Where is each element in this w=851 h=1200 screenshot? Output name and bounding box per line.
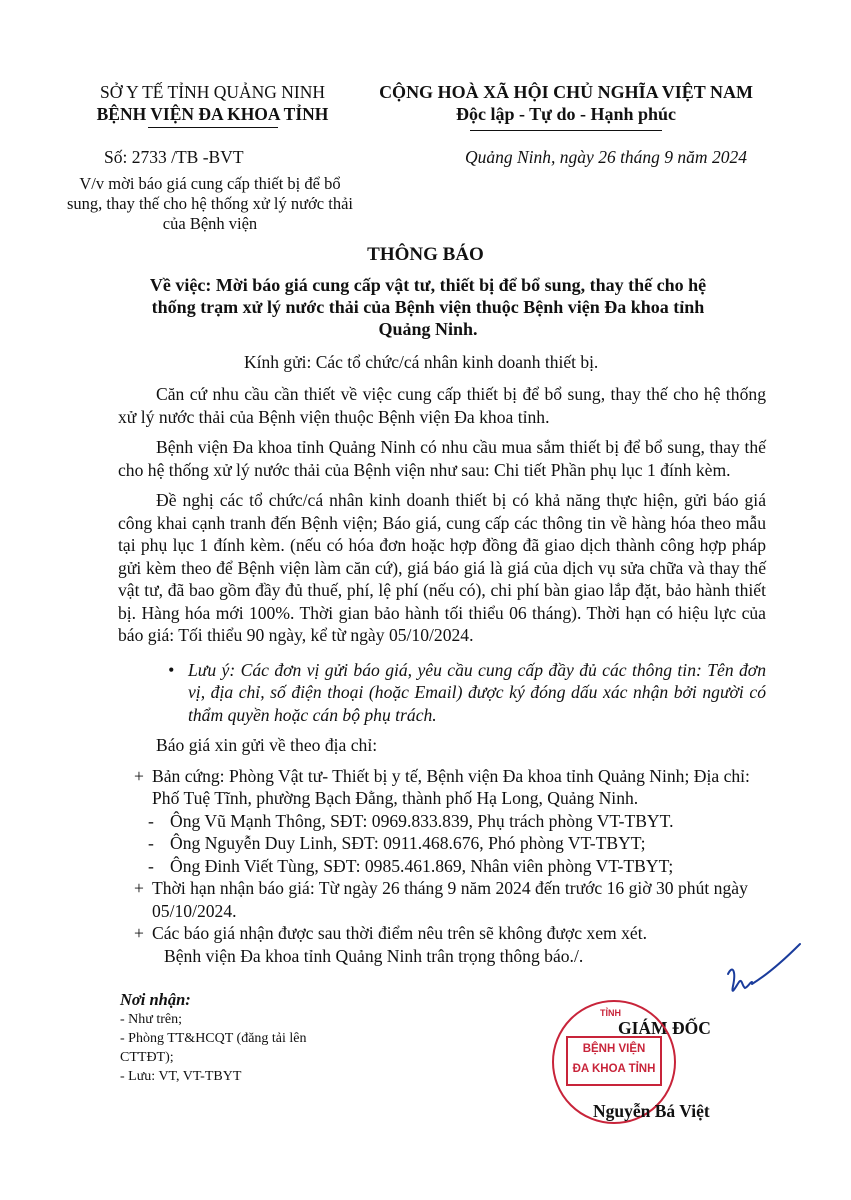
signer-title: GIÁM ĐỐC: [618, 1018, 711, 1038]
receiver-line: CTTĐT);: [120, 1050, 174, 1065]
notice-subject: [78, 274, 778, 340]
document-number: Số: 2733 /TB -BVT: [104, 147, 244, 167]
stamp-text: BỆNH VIỆN: [582, 1043, 646, 1055]
contact-item: [148, 810, 766, 833]
receivers-block: [120, 990, 360, 1086]
receiver-line: - Như trên;: [120, 1012, 183, 1027]
address-intro: Báo giá xin gửi về theo địa chỉ:: [156, 735, 378, 755]
contact-item: [148, 832, 766, 855]
stamp-center: [566, 1036, 662, 1086]
recipient: Kính gửi: Các tổ chức/cá nhân kinh doanh thiết bị.: [244, 352, 599, 372]
contact-text: Ông Vũ Mạnh Thông, SĐT: 0969.833.839, Phụ trách phòng VT-TBYT.: [170, 810, 674, 831]
body-paragraph: Căn cứ nhu cầu cần thiết về việc cung cấp thiết bị để bổ sung, thay thế cho hệ thống xử lý nước thải của Bệnh viện thuộc Bệnh viện Đa khoa tỉnh.: [118, 384, 766, 427]
dash-icon: -: [148, 855, 154, 876]
stamp-text: ĐA KHOA TỈNH: [572, 1063, 656, 1075]
contact-item: [148, 855, 766, 878]
subject-line: Về việc: Mời báo giá cung cấp vật tư, thiết bị để bổ sung, thay thế cho hệ: [149, 275, 707, 295]
contact-text: Ông Nguyễn Duy Linh, SĐT: 0911.468.676, Phó phòng VT-TBYT;: [170, 833, 646, 853]
place-date: Quảng Ninh, ngày 26 tháng 9 năm 2024: [465, 147, 747, 167]
contact-text: Ông Đinh Viết Tùng, SĐT: 0985.461.869, Nhân viên phòng VT-TBYT;: [170, 855, 674, 876]
body-paragraph: Bệnh viện Đa khoa tỉnh Quảng Ninh có nhu cầu mua sắm thiết bị để bổ sung, thay thế cho hệ thống xử lý nước thải của Bệnh viện như sau: Chi tiết Phần phụ lục 1 đính kèm.: [118, 437, 766, 480]
receiver-line: - Lưu: VT, VT-TBYT: [120, 1069, 242, 1084]
list-item-late: [134, 922, 766, 945]
signature-icon: [700, 942, 810, 1022]
note-item: [168, 659, 766, 727]
plus-icon: +: [134, 878, 144, 898]
header-underline-left: [148, 127, 278, 128]
summary-line: sung, thay thế cho hệ thống xử lý nước thải: [67, 194, 353, 213]
department-name: SỞ Y TẾ TỈNH QUẢNG NINH: [99, 82, 326, 102]
document-summary: [60, 174, 360, 234]
list-item-text: Các báo giá nhận được sau thời điểm nêu trên sẽ không được xem xét.: [152, 923, 648, 943]
list-item-deadline: [134, 877, 766, 922]
summary-line: V/v mời báo giá cung cấp thiết bị để bổ: [79, 174, 341, 193]
subject-line: Quảng Ninh.: [378, 319, 478, 339]
body-paragraph: Đề nghị các tổ chức/cá nhân kinh doanh thiết bị có khả năng thực hiện, gửi báo giá công khai cạnh tranh đến Bệnh viện; Báo giá, cung cấp các thông tin về hàng hóa theo mẫu tại phụ lục 1 đính kèm. (nếu có hóa đơn hoặc hợp đồng đã giao dịch thành công hợp pháp gửi kèm theo để Bệnh viện làm căn cứ), giá báo giá là giá của dịch vụ sửa chữa và thay thế vật tư, đã bao gồm đầy đủ thuế, phí, lệ phí (nếu có), chi phí bàn giao lắp đặt, bảo hành thiết bị. Hàng hóa mới 100%. Thời gian bảo hành tối thiểu 06 tháng). Thời hạn có hiệu lực của báo giá: Tối thiểu 90 ngày, kể từ ngày 05/10/2024.: [118, 490, 766, 645]
national-motto: Độc lập - Tự do - Hạnh phúc: [455, 104, 677, 124]
stamp-ring-text: TỈNH: [600, 1008, 621, 1018]
list-item-hard-copy: [134, 765, 766, 810]
closing-line: Bệnh viện Đa khoa tỉnh Quảng Ninh trân trọng thông báo./.: [164, 945, 584, 966]
list-item-text: Bản cứng: Phòng Vật tư- Thiết bị y tế, Bệnh viện Đa khoa tỉnh Quảng Ninh; Địa chỉ: Phố Tuệ Tĩnh, phường Bạch Đằng, thành phố Hạ Long, Quảng Ninh.: [152, 765, 750, 808]
bullet-icon: •: [168, 659, 175, 680]
note-text: Lưu ý: Các đơn vị gửi báo giá, yêu cầu cung cấp đầy đủ các thông tin: Tên đơn vị, địa chỉ, số điện thoại (hoặc Email) được ký đóng dấu xác nhận bởi người có thẩm quyền hoặc cán bộ phụ trách.: [188, 659, 766, 725]
summary-line: của Bệnh viện: [162, 214, 258, 233]
hospital-name: BỆNH VIỆN ĐA KHOA TỈNH: [96, 104, 329, 124]
notice-title: THÔNG BÁO: [367, 244, 484, 265]
header-underline-right: [470, 130, 662, 131]
dash-icon: -: [148, 833, 154, 853]
receiver-line: - Phòng TT&HCQT (đăng tải lên: [120, 1031, 307, 1046]
list-item-text: Thời hạn nhận báo giá: Từ ngày 26 tháng 9 năm 2024 đến trước 16 giờ 30 phút ngày 05/10/2024.: [152, 878, 748, 921]
plus-icon: +: [134, 765, 144, 786]
notice-body: [118, 383, 766, 967]
receivers-title: Nơi nhận:: [120, 990, 191, 1009]
dash-icon: -: [148, 810, 154, 831]
plus-icon: +: [134, 923, 144, 943]
subject-line: thống trạm xử lý nước thải của Bệnh viện thuộc Bệnh viện Đa khoa tỉnh: [151, 297, 705, 317]
signer-name: Nguyễn Bá Việt: [593, 1101, 710, 1121]
nation-title: CỘNG HOÀ XÃ HỘI CHỦ NGHĨA VIỆT NAM: [379, 82, 753, 102]
